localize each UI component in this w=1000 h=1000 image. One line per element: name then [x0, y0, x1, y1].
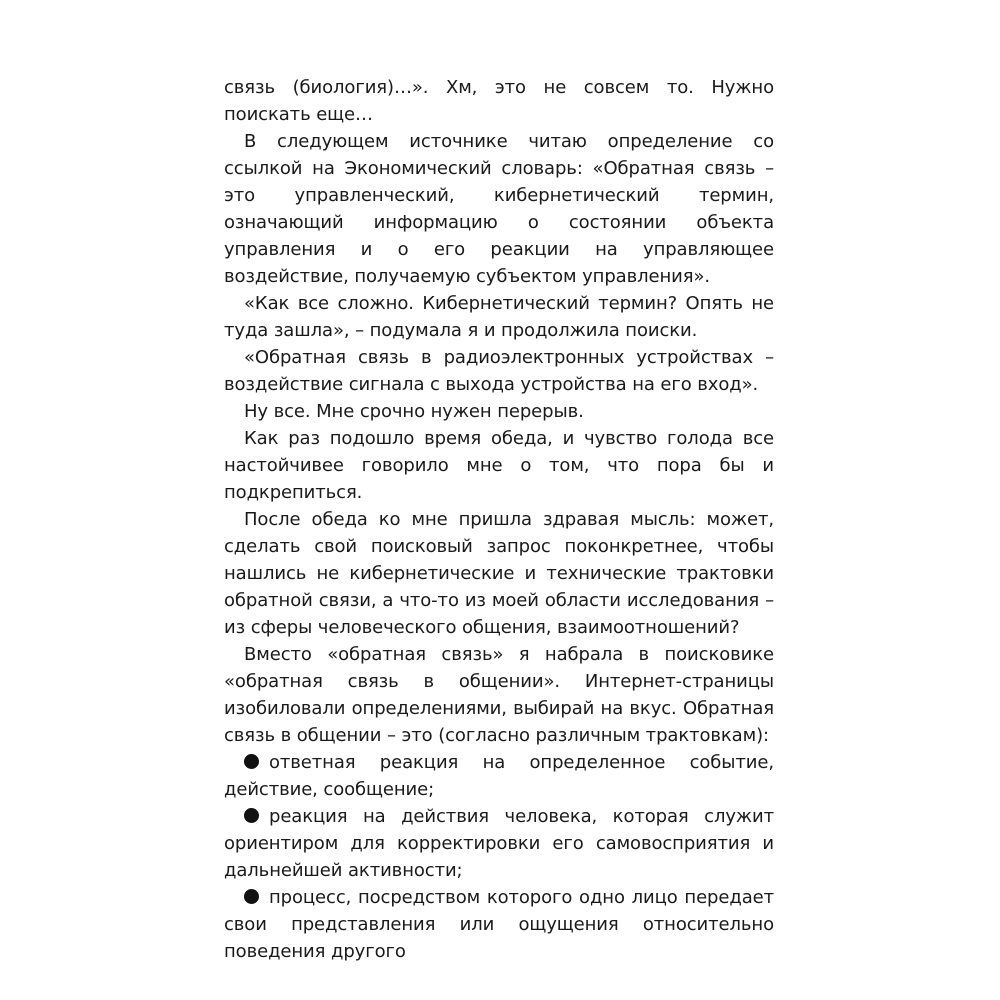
paragraph-4: «Обратная связь в радиоэлектронных устройствах – воздействие сигнала с выхода устройства на его вход».	[224, 347, 774, 395]
bullet-item-3	[224, 884, 774, 965]
bullet-icon	[244, 808, 259, 823]
paragraph-3: «Как все сложно. Кибернетический термин? Опять не туда зашла», – подумала я и продолжила поиски.	[224, 293, 774, 341]
paragraph-2: В следующем источнике читаю определение со ссылкой на Экономический словарь: «Обратная связь – это управленческий, кибернетический термин, означающий информацию о состоянии объекта управления и о его реакции на управляющее воздействие, получаемую субъектом управления».	[224, 131, 774, 287]
bullet-text-1: ответная реакция на определенное событие, действие, сообщение;	[224, 752, 774, 800]
bullet-icon	[244, 754, 259, 769]
bullet-item-2	[224, 803, 774, 884]
paragraph-1: связь (биология)…». Хм, это не совсем то. Нужно поискать еще…	[224, 77, 774, 125]
bullet-item-1	[224, 749, 774, 803]
paragraph-8: Вместо «обратная связь» я набрала в поисковике «обратная связь в общении». Интернет-страницы изобиловали определениями, выбирай на вкус. Обратная связь в общении – это (согласно различным трактовкам):	[224, 644, 774, 746]
bullet-icon	[244, 889, 259, 904]
paragraph-7: После обеда ко мне пришла здравая мысль: может, сделать свой поисковый запрос поконкретнее, чтобы нашлись не кибернетические и технические трактовки обратной связи, а что-то из моей области исследования – из сферы человеческого общения, взаимоотношений?	[224, 509, 774, 638]
book-page	[224, 74, 774, 965]
paragraph-5: Ну все. Мне срочно нужен перерыв.	[244, 401, 584, 422]
paragraph-6: Как раз подошло время обеда, и чувство голода все настойчивее говорило мне о том, что пора бы и подкрепиться.	[224, 428, 774, 503]
bullet-text-3: процесс, посредством которого одно лицо передает свои представления или ощущения относительно поведения другого	[224, 887, 774, 962]
bullet-text-2: реакция на действия человека, которая служит ориентиром для корректировки его самовосприятия и дальнейшей активности;	[224, 806, 774, 881]
